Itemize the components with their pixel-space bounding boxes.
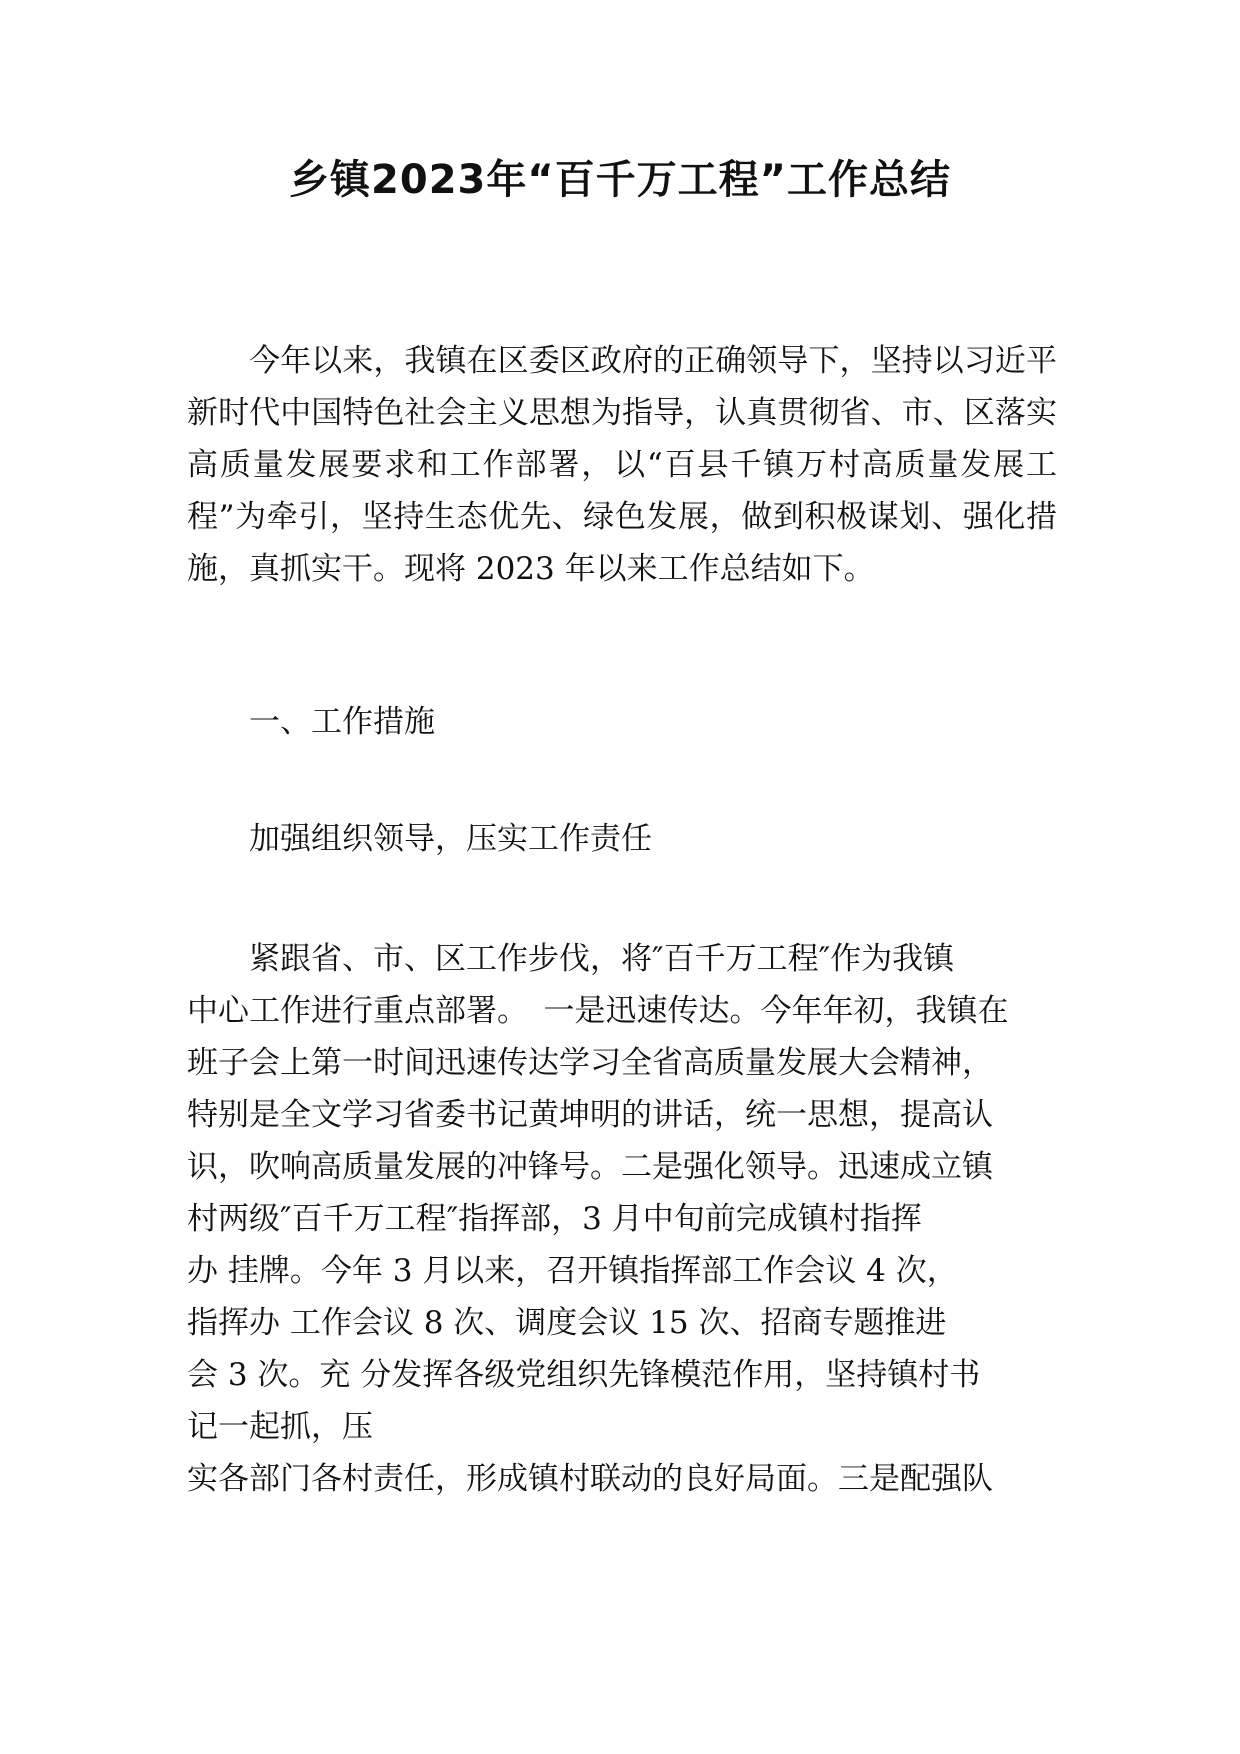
body-line: 识，吹响高质量发展的冲锋号。二是强化领导。迅速成立镇 — [187, 1149, 993, 1185]
body-line: 紧跟省、市、区工作步伐，将″百千万工程″作为我镇 — [249, 941, 955, 977]
body-line: 实各部门各村责任，形成镇村联动的良好局面。三是配强队 — [187, 1461, 993, 1497]
body-line: 班子会上第一时间迅速传达学习全省高质量发展大会精神， — [187, 1045, 993, 1081]
body-line: 特别是全文学习省委书记黄坤明的讲话，统一思想，提高认 — [187, 1097, 993, 1133]
body-line: 中心工作进行重点部署。 一是迅速传达。今年年初，我镇在 — [187, 993, 1009, 1029]
body-paragraph — [187, 933, 1057, 1505]
body-line: 会 3 次。充 分发挥各级党组织先锋模范作用，坚持镇村书 — [187, 1357, 981, 1393]
body-line: 村两级″百千万工程″指挥部，3 月中旬前完成镇村指挥 — [187, 1201, 922, 1237]
document-title: 乡镇2023年“百千万工程”工作总结 — [289, 157, 951, 203]
intro-paragraph: 今年以来，我镇在区委区政府的正确领导下，坚持以习近平新时代中国特色社会主义思想为指导，认真贯彻省、市、区落实高质量发展要求和工作部署，以“百县千镇万村高质量发展工程”为牵引，坚持生态优先、绿色发展，做到积极谋划、强化措施，真抓实干。现将 2023 年以来工作总结如下。 — [187, 343, 1057, 587]
body-line: 办 挂牌。今年 3 月以来，召开镇指挥部工作会议 4 次， — [187, 1253, 958, 1289]
body-line: 记一起抓，压 — [187, 1409, 373, 1445]
body-line: 指挥办 工作会议 8 次、调度会议 15 次、招商专题推进 — [187, 1305, 947, 1341]
subheading: 加强组织领导，压实工作责任 — [249, 821, 652, 857]
section-heading: 一、工作措施 — [249, 704, 435, 740]
